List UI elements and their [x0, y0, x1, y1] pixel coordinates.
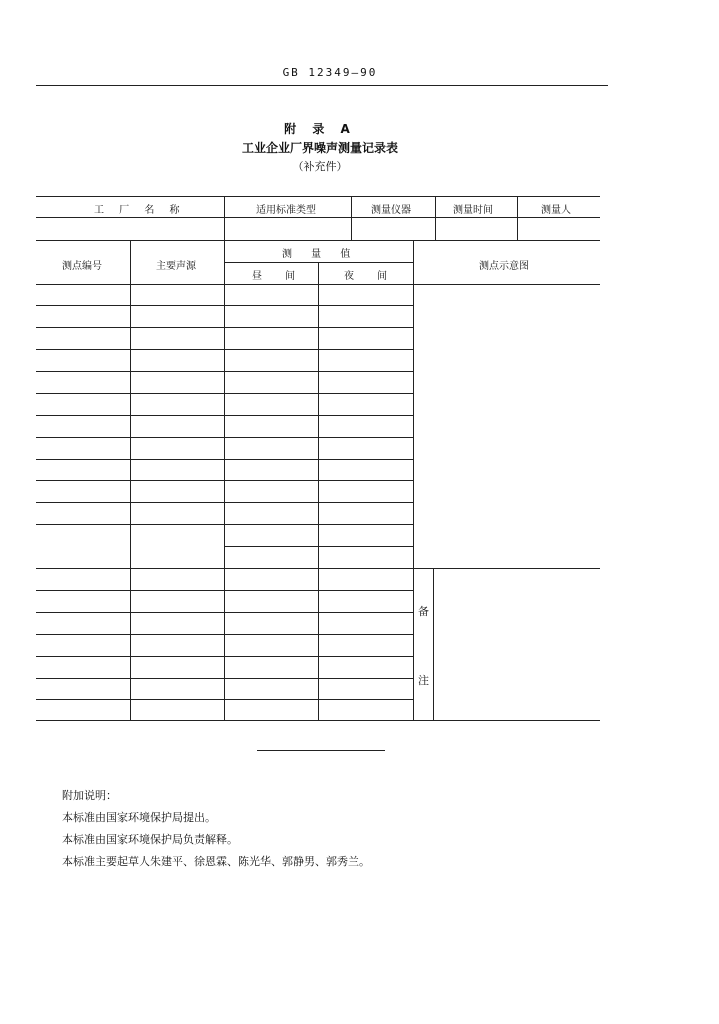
day-label: 昼 间	[252, 271, 306, 282]
remarks-char-1: 备	[418, 605, 429, 618]
form-row2-top	[36, 240, 600, 241]
form-top-border	[36, 196, 600, 197]
row-line	[36, 393, 413, 394]
row-line	[36, 349, 413, 350]
factory-name-label: 工 厂 名 称	[94, 205, 186, 216]
row-line	[36, 459, 413, 460]
row1-divider-1	[224, 196, 225, 240]
row-line	[36, 524, 413, 525]
row-line	[36, 415, 413, 416]
row-line	[224, 546, 413, 547]
appendix-title: 工业企业厂界噪声测量记录表	[241, 141, 398, 155]
notes-line: 本标准由国家环境保护局负责解释。	[62, 833, 238, 846]
row1-divider-4	[517, 196, 518, 240]
row-line	[36, 371, 413, 372]
row-line	[36, 327, 413, 328]
notes-heading: 附加说明：	[62, 789, 117, 802]
diagram-label: 测点示意图	[479, 261, 529, 272]
row-line	[36, 699, 413, 700]
row-line	[36, 437, 413, 438]
row-line	[36, 678, 413, 679]
night-label: 夜 间	[344, 271, 398, 282]
standard-type-label: 适用标准类型	[256, 205, 316, 216]
notes-line: 本标准主要起草人朱建平、徐恩霖、陈光华、郭静男、郭秀兰。	[62, 855, 370, 868]
form-row1-divider	[36, 217, 600, 218]
point-no-label: 测点编号	[62, 261, 102, 272]
instrument-label: 测量仪器	[371, 205, 411, 216]
main-source-label: 主要声源	[156, 261, 196, 272]
row1-divider-3	[435, 196, 436, 240]
appendix-subtitle: （补充件）	[292, 160, 348, 173]
additional-notes	[62, 785, 370, 873]
measured-value-label: 测 量 值	[282, 249, 359, 260]
row-line	[36, 656, 413, 657]
remarks-divider	[433, 568, 434, 720]
row-line	[36, 612, 413, 613]
col-divider-4	[413, 240, 414, 720]
form-bottom-border	[36, 720, 600, 721]
remarks-top-line	[36, 568, 600, 569]
notes-separator	[257, 750, 385, 751]
row-line	[36, 502, 413, 503]
remarks-char-2: 注	[418, 674, 429, 687]
row-line	[36, 480, 413, 481]
row-line	[36, 634, 413, 635]
col-divider-3	[318, 262, 319, 720]
time-label: 测量时间	[453, 205, 493, 216]
standard-code: GB 12349—90	[282, 66, 378, 79]
person-label: 测量人	[541, 205, 571, 216]
row-line	[36, 590, 413, 591]
row-line	[36, 305, 413, 306]
row1-divider-2	[351, 196, 352, 240]
header-rule	[36, 85, 608, 86]
appendix-label: 附 录 A	[284, 122, 356, 136]
notes-line: 本标准由国家环境保护局提出。	[62, 811, 216, 824]
